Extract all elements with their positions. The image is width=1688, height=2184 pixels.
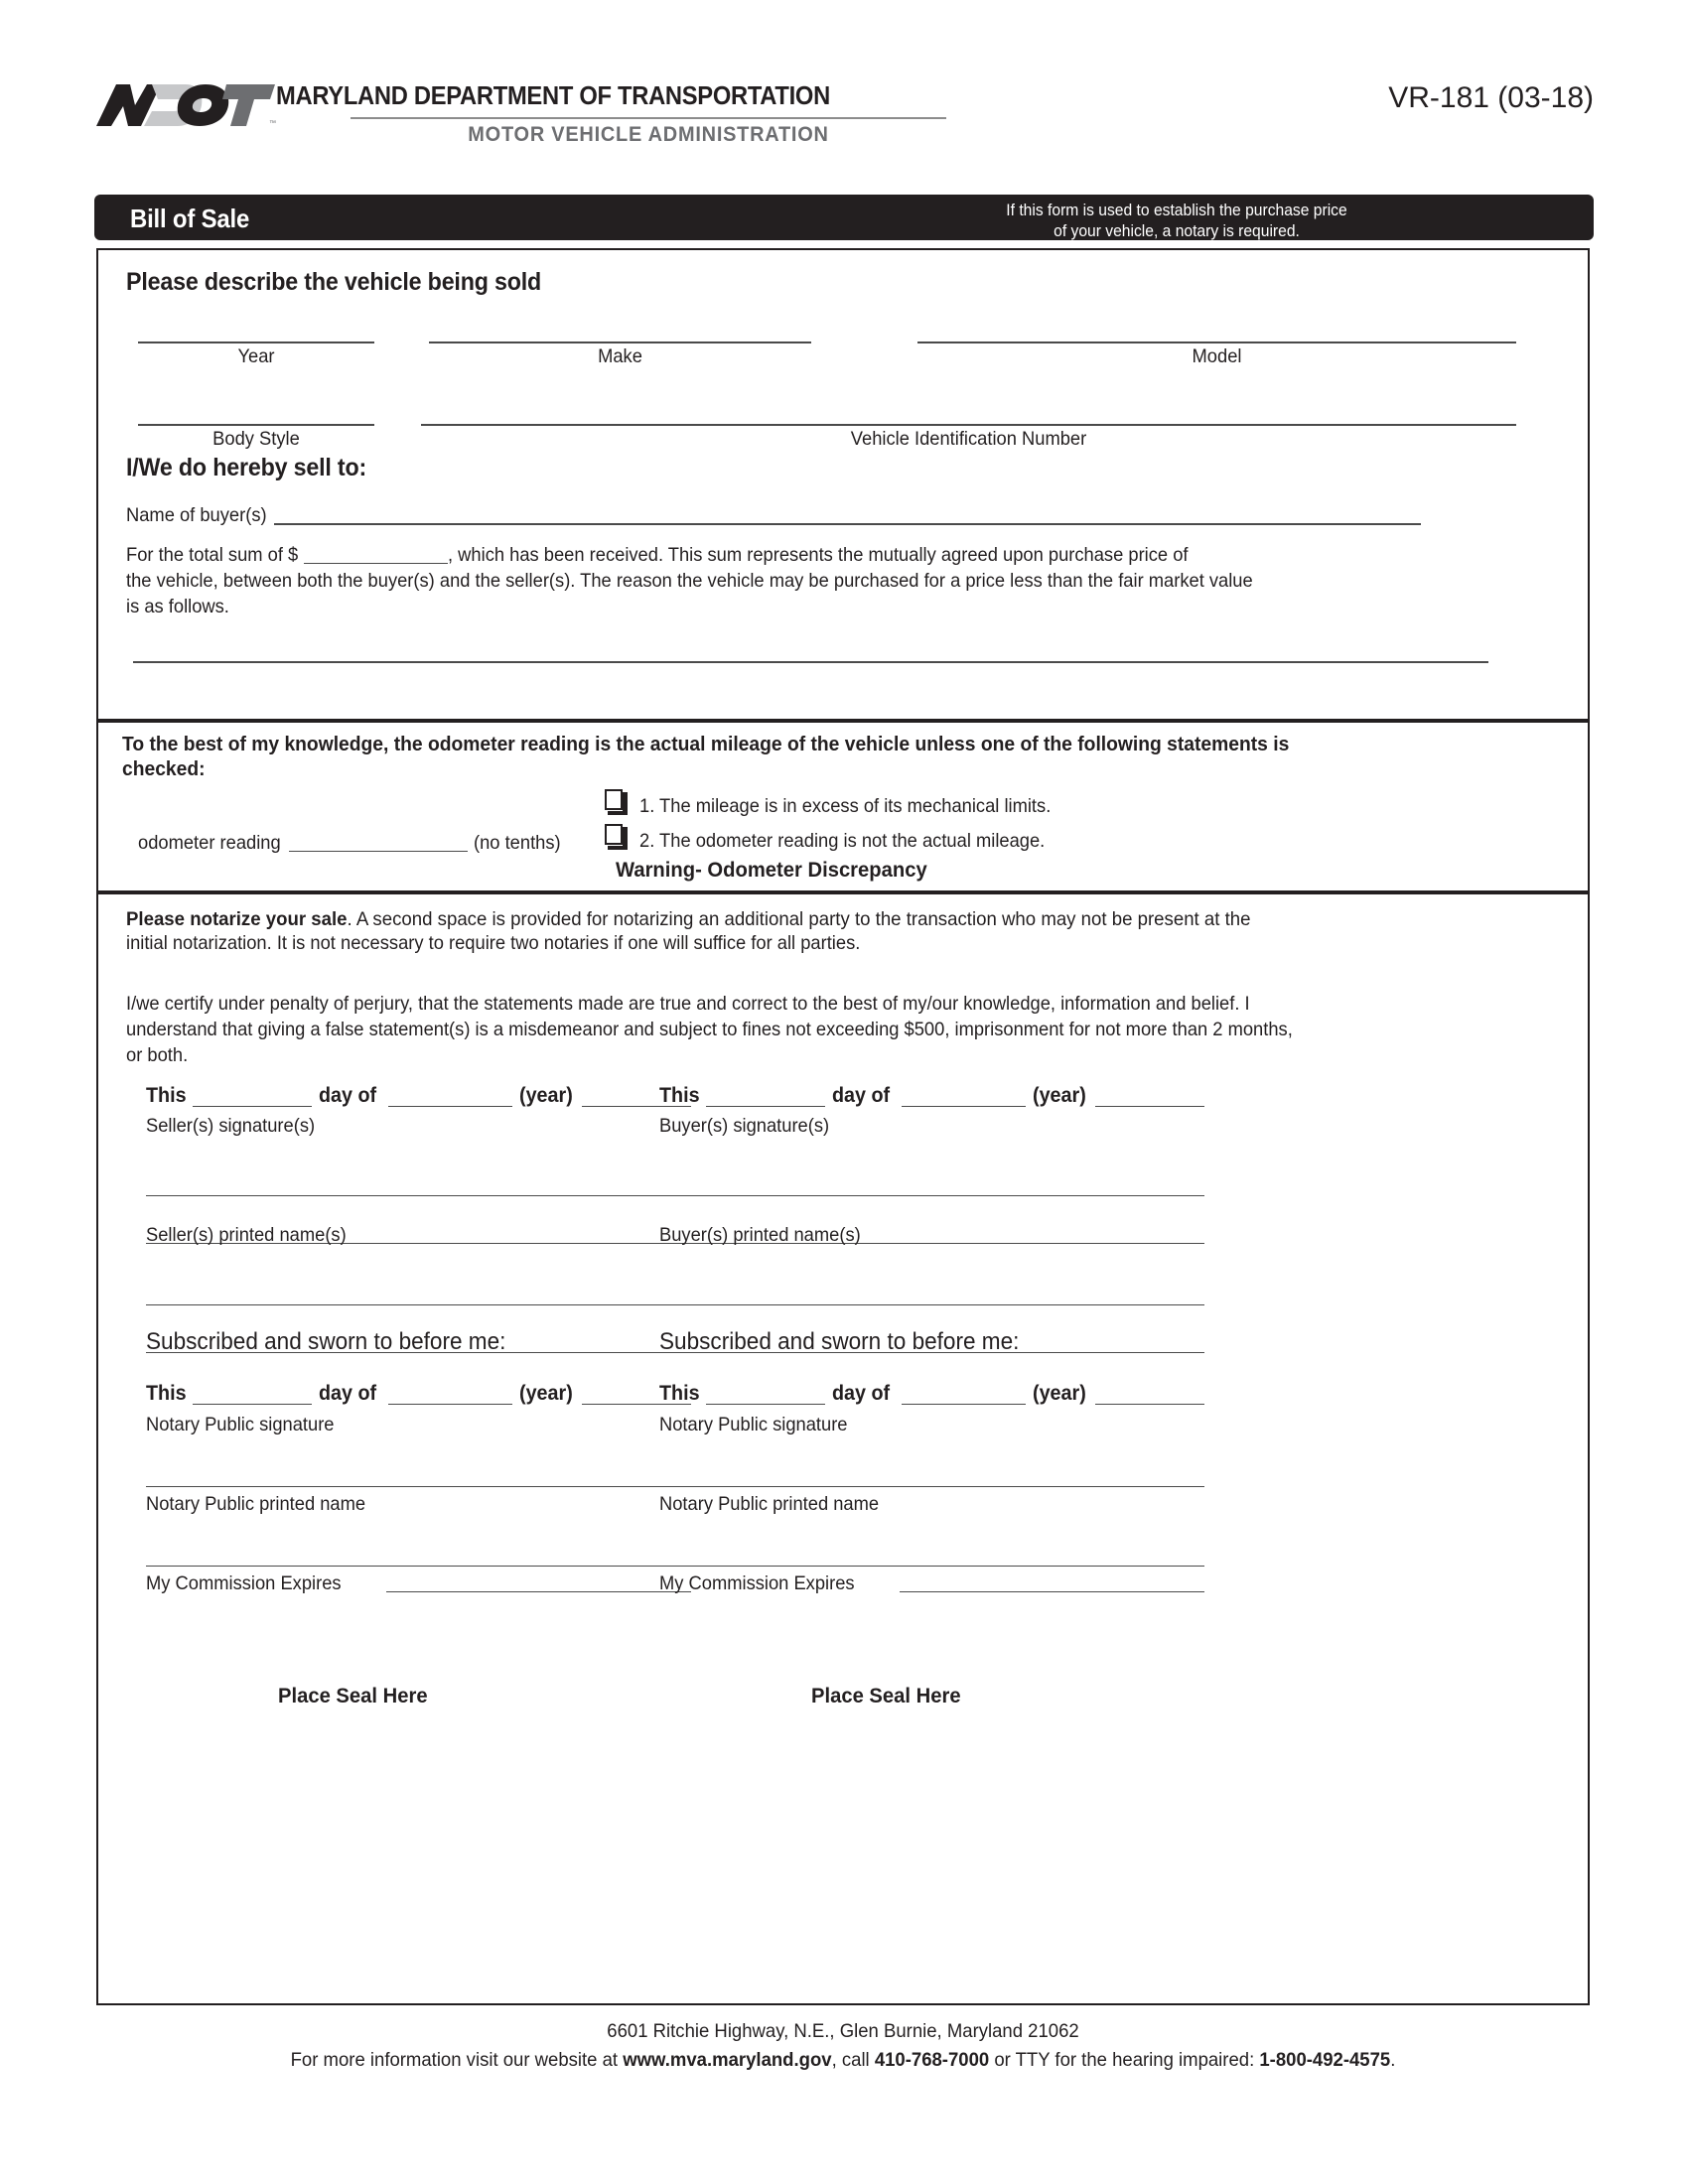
footer-info-prefix: For more information visit our website at — [290, 2049, 624, 2071]
notarize-lead-bold: Please notarize your sale — [126, 908, 348, 930]
odometer-statement-line2: checked: — [122, 757, 206, 780]
form-body — [96, 248, 1590, 2005]
buyer-printed-name-label: Buyer(s) printed name(s) — [659, 1224, 861, 1246]
footer-phone[interactable]: 410-768-7000 — [874, 2049, 990, 2071]
odometer-reading-label: odometer reading — [138, 832, 281, 854]
buyer-name-input-line[interactable] — [274, 523, 1421, 525]
year-label: Year — [237, 345, 275, 367]
odometer-statement-line1: To the best of my knowledge, the odometer reading is the actual mileage of the vehicle unless one of the following statements is — [122, 733, 1290, 755]
certify-line3: or both. — [126, 1044, 189, 1066]
buyer-signature-line-1[interactable] — [659, 1195, 1204, 1196]
page-footer — [96, 2017, 1590, 2075]
make-input-line[interactable] — [429, 341, 811, 343]
buyer-date-year-line[interactable] — [1095, 1106, 1204, 1107]
seller-date-this: This — [146, 1084, 187, 1107]
model-input-line[interactable] — [917, 341, 1516, 343]
buyer-printed-name-line-1[interactable] — [659, 1304, 1204, 1305]
buyer-date-year-label: (year) — [1033, 1084, 1086, 1107]
notarize-lead-rest: . A second space is provided for notarizing an additional party to the transaction who may not be present at the — [347, 908, 1251, 930]
sell-to-line3: is as follows. — [126, 596, 229, 617]
department-name: MARYLAND DEPARTMENT OF TRANSPORTATION — [276, 82, 830, 110]
section-divider-notarize — [98, 890, 1588, 894]
checkbox-face — [605, 789, 623, 810]
year-input-line[interactable] — [138, 341, 374, 343]
buyer-commission-line[interactable] — [900, 1591, 1204, 1592]
mileage-excess-label: 1. The mileage is in excess of its mechanical limits. — [639, 795, 1052, 817]
seller-notary-signature-line[interactable] — [146, 1486, 691, 1487]
odometer-no-tenths-note: (no tenths) — [474, 832, 561, 854]
seller-commission-label: My Commission Expires — [146, 1572, 342, 1594]
certify-line1: I/we certify under penalty of perjury, that the statements made are true and correct to the best of my/our knowledge, information and belief. I — [126, 993, 1250, 1015]
footer-website[interactable]: www.mva.maryland.gov — [623, 2049, 832, 2071]
seller-notary-year-label: (year) — [519, 1382, 573, 1405]
reason-input-line-1[interactable] — [133, 661, 1488, 663]
buyer-notary-year-line[interactable] — [1095, 1404, 1204, 1405]
make-label: Make — [598, 345, 642, 367]
odometer-reading-input-line[interactable] — [289, 851, 468, 852]
form-number: VR-181 (03-18) — [1388, 81, 1594, 114]
buyer-sworn-label: Subscribed and sworn to before me: — [659, 1328, 1020, 1355]
seller-date-dayof: day of — [319, 1084, 377, 1107]
notary-required-note — [820, 200, 1533, 241]
administration-name: MOTOR VEHICLE ADMINISTRATION — [468, 123, 829, 146]
seller-notary-date-dayof: day of — [319, 1382, 377, 1405]
seller-notary-day-line[interactable] — [193, 1404, 312, 1405]
mileage-excess-checkbox[interactable] — [605, 789, 628, 815]
buyer-notary-date-dayof: day of — [832, 1382, 891, 1405]
vehicle-section-heading: Please describe the vehicle being sold — [126, 268, 542, 296]
page-title: Bill of Sale — [130, 204, 250, 233]
total-sum-suffix: , which has been received. This sum represents the mutually agreed upon purchase price of — [448, 544, 1189, 566]
title-bar — [94, 195, 1594, 240]
svg-text:™: ™ — [269, 120, 276, 127]
buyer-notary-date-this: This — [659, 1382, 700, 1405]
buyer-notary-printed-label: Notary Public printed name — [659, 1493, 880, 1515]
buyer-notary-signature-line[interactable] — [659, 1486, 1204, 1487]
footer-address: 6601 Ritchie Highway, N.E., Glen Burnie, Maryland 21062 — [607, 2020, 1079, 2042]
seller-notary-month-line[interactable] — [388, 1404, 512, 1405]
buyer-commission-label: My Commission Expires — [659, 1572, 855, 1594]
total-sum-input-line[interactable] — [304, 563, 448, 564]
seller-date-month-line[interactable] — [388, 1106, 512, 1107]
buyer-notary-month-line[interactable] — [902, 1404, 1026, 1405]
seller-commission-line[interactable] — [386, 1591, 691, 1592]
seller-sworn-label: Subscribed and sworn to before me: — [146, 1328, 506, 1355]
notarize-lead-paragraph — [126, 906, 1491, 932]
buyer-seal-label: Place Seal Here — [811, 1684, 961, 1707]
not-actual-mileage-checkbox[interactable] — [605, 824, 628, 850]
seller-notary-signature-label: Notary Public signature — [146, 1414, 335, 1435]
footer-info-mid: , call — [831, 2049, 875, 2071]
not-actual-mileage-label: 2. The odometer reading is not the actual mileage. — [639, 830, 1046, 852]
seller-notary-date-this: This — [146, 1382, 187, 1405]
section-divider-odometer — [98, 719, 1588, 723]
buyer-signature-label: Buyer(s) signature(s) — [659, 1115, 830, 1137]
buyer-notary-day-line[interactable] — [706, 1404, 825, 1405]
body-style-label: Body Style — [212, 428, 300, 450]
checkbox-shadow-bottom — [608, 811, 628, 815]
odometer-warning: Warning- Odometer Discrepancy — [616, 858, 927, 882]
seller-seal-label: Place Seal Here — [278, 1684, 428, 1707]
seller-signature-line-1[interactable] — [146, 1195, 691, 1196]
notary-note-line2: of your vehicle, a notary is required. — [1054, 221, 1300, 240]
vin-label: Vehicle Identification Number — [850, 428, 1087, 450]
sell-to-line2: the vehicle, between both the buyer(s) and the seller(s). The reason the vehicle may be purchased for a price less than the fair market value — [126, 570, 1253, 592]
footer-info-end: . — [1390, 2049, 1396, 2071]
footer-contact-info — [134, 2046, 1553, 2075]
mdot-logo — [94, 81, 278, 129]
footer-tty-phone[interactable]: 1-800-492-4575 — [1259, 2049, 1391, 2071]
seller-notary-printed-line[interactable] — [146, 1566, 691, 1567]
buyer-date-month-line[interactable] — [902, 1106, 1026, 1107]
seller-date-day-line[interactable] — [193, 1106, 312, 1107]
sell-to-heading: I/We do hereby sell to: — [126, 454, 367, 481]
total-sum-prefix: For the total sum of $ — [126, 544, 299, 566]
buyer-date-day-line[interactable] — [706, 1106, 825, 1107]
model-label: Model — [1192, 345, 1242, 367]
buyer-date-dayof: day of — [832, 1084, 891, 1107]
seller-date-year-label: (year) — [519, 1084, 573, 1107]
buyer-notary-year-label: (year) — [1033, 1382, 1086, 1405]
seller-printed-name-label: Seller(s) printed name(s) — [146, 1224, 347, 1246]
buyer-notary-signature-label: Notary Public signature — [659, 1414, 848, 1435]
seller-signature-label: Seller(s) signature(s) — [146, 1115, 316, 1137]
body-style-input-line[interactable] — [138, 424, 374, 426]
buyer-name-label: Name of buyer(s) — [126, 504, 267, 526]
checkbox-face — [605, 824, 623, 845]
seller-notary-printed-label: Notary Public printed name — [146, 1493, 366, 1515]
vin-input-line[interactable] — [421, 424, 1516, 426]
buyer-date-this: This — [659, 1084, 700, 1107]
footer-info-mid2: or TTY for the hearing impaired: — [989, 2049, 1260, 2071]
checkbox-shadow-bottom — [608, 846, 628, 850]
notary-note-line1: If this form is used to establish the purchase price — [1006, 201, 1347, 219]
certify-line2: understand that giving a false statement(s) is a misdemeanor and subject to fines not exceeding $500, imprisonment for not more than 2 months, — [126, 1019, 1293, 1040]
page-header — [94, 60, 1594, 179]
buyer-notary-printed-line[interactable] — [659, 1566, 1204, 1567]
seller-printed-name-line-1[interactable] — [146, 1304, 691, 1305]
notarize-lead-line2: initial notarization. It is not necessary to require two notaries if one will suffice for all parties. — [126, 932, 861, 954]
header-divider-rule — [351, 117, 946, 119]
